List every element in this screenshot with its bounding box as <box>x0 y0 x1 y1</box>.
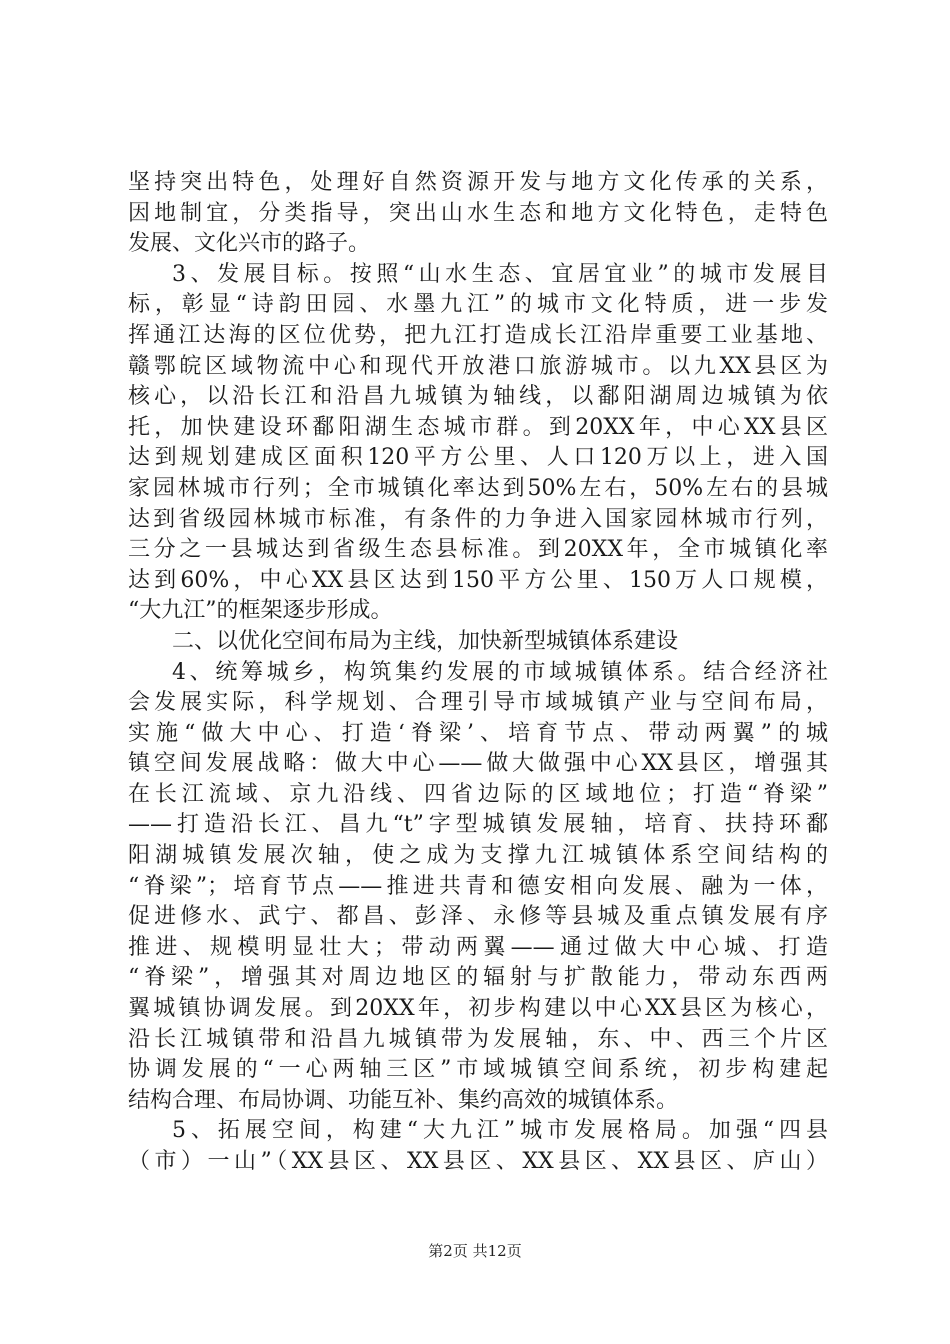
text-line: 阳湖城镇发展次轴，使之成为支撑九江城镇体系空间结构的 <box>128 843 828 869</box>
text-line: 沿长江城镇带和沿昌九城镇带为发展轴，东、中、西三个片区 <box>128 1026 828 1052</box>
text-line: 会发展实际，科学规划、合理引导市域城镇产业与空间布局， <box>128 690 828 716</box>
text-line: 翼城镇协调发展。到20XX年，初步构建以中心XX县区为核心， <box>128 996 828 1022</box>
text-line: 5、拓展空间，构建“大九江”城市发展格局。加强“四县 <box>172 1118 828 1144</box>
text-line: 达到省级园林城市标准，有条件的力争进入国家园林城市行列， <box>128 506 828 532</box>
text-line: 促进修水、武宁、都昌、彭泽、永修等县城及重点镇发展有序 <box>128 904 828 930</box>
text-line: 核心，以沿长江和沿昌九城镇为轴线，以鄱阳湖周边城镇为依 <box>128 384 828 410</box>
text-line: 达到60%，中心XX县区达到150平方公里、150万人口规模， <box>128 567 828 593</box>
text-line: （市）一山”（XX县区、XX县区、XX县区、XX县区、庐山） <box>128 1149 828 1174</box>
text-line: 协调发展的“一心两轴三区”市域城镇空间系统，初步构建起 <box>128 1057 828 1083</box>
document-body <box>128 168 828 1178</box>
text-line: 挥通江达海的区位优势，把九江打造成长江沿岸重要工业基地、 <box>128 322 828 348</box>
text-line: 4、统筹城乡，构筑集约发展的市域城镇体系。结合经济社 <box>172 659 828 685</box>
text-line: 家园林城市行列；全市城镇化率达到50%左右，50%左右的县城 <box>128 475 828 501</box>
text-line: 达到规划建成区面积120平方公里、人口120万以上，进入国 <box>128 445 828 471</box>
text-line: 镇空间发展战略：做大中心——做大做强中心XX县区，增强其 <box>128 751 828 777</box>
text-line: “大九江”的框架逐步形成。 <box>128 598 393 624</box>
text-line: 坚持突出特色，处理好自然资源开发与地方文化传承的关系， <box>128 170 828 195</box>
text-line: 3、发展目标。按照“山水生态、宜居宜业”的城市发展目 <box>172 261 828 287</box>
text-line: “脊梁”；培育节点——推进共青和德安相向发展、融为一体， <box>128 873 828 899</box>
text-line: 标，彰显“诗韵田园、水墨九江”的城市文化特质，进一步发 <box>128 292 828 318</box>
text-line: 托，加快建设环鄱阳湖生态城市群。到20XX年，中心XX县区 <box>128 414 828 440</box>
page-footer: 第2页 共12页 <box>428 1242 522 1260</box>
text-line: 在长江流域、京九沿线、四省边际的区域地位；打造“脊梁” <box>128 781 828 807</box>
text-line: 三分之一县城达到省级生态县标准。到20XX年，全市城镇化率 <box>128 537 828 563</box>
text-line: “脊梁”，增强其对周边地区的辐射与扩散能力，带动东西两 <box>128 965 828 991</box>
text-line: 赣鄂皖区域物流中心和现代开放港口旅游城市。以九XX县区为 <box>128 353 828 379</box>
text-line: 结构合理、布局协调、功能互补、集约高效的城镇体系。 <box>128 1087 679 1113</box>
text-line: 二、以优化空间布局为主线，加快新型城镇体系建设 <box>172 628 679 654</box>
text-line: 实施“做大中心、打造‘脊梁’、培育节点、带动两翼”的城 <box>128 720 828 746</box>
text-line: 推进、规模明显壮大；带动两翼——通过做大中心城、打造 <box>128 934 828 960</box>
text-line: 因地制宜，分类指导，突出山水生态和地方文化特色，走特色 <box>128 200 828 226</box>
text-line: 发展、文化兴市的路子。 <box>128 231 371 257</box>
text-line: ——打造沿长江、昌九“t”字型城镇发展轴，培育、扶持环鄱 <box>128 812 828 838</box>
